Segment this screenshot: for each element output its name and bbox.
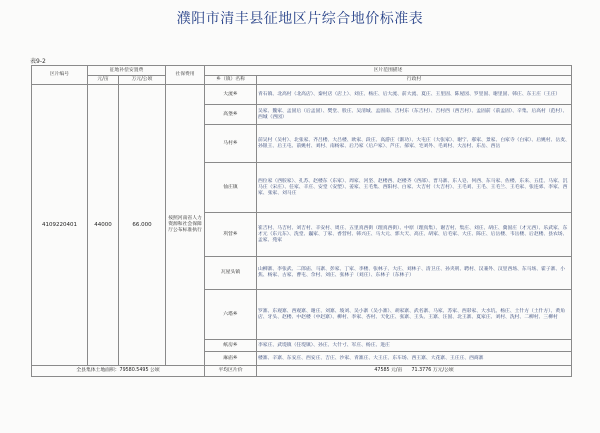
village-list: 吴家、魏家、孟固后（后孟固）、樊堂、股庄、吴清城、孟固南、吉村东（东吉村）、吉村西（西吉村）、孟固前（前孟固）、辛集、后高村（范村）、西城（西园） <box>257 105 572 125</box>
table-row <box>32 85 572 105</box>
town-name: 马村乡 <box>205 125 257 163</box>
village-list: 青石镇、北高村（北高店）、秦村店（店上）、刘庄、杨庄、后大流、前大流、夏庄、王里固、陈屋园、罗里固、谢里固、韩庄、东王庄（王庄） <box>257 85 572 105</box>
town-name: 大流乡 <box>205 85 257 105</box>
town-name: 六塔乡 <box>205 290 257 340</box>
table-number: 表9-2 <box>30 58 46 65</box>
header-villages: 行政村 <box>257 76 572 85</box>
zone-code-cell: 4109220401 <box>32 85 88 366</box>
town-name: 麻庙乡 <box>205 352 257 366</box>
village-list: 罗寨、东观寨、西观寨、谢庄、刘寨、坡刘、吴小寨（吴小寨）、胡家寨、武名寨、马家、苏家、西彩家、大水坑、杨庄、土什方（土什方）、黄角店、牙头、赵楼、中赵楼（中赵寨）、柳村、李家、杏村、天化庄、张寨、王头、王寨、汪固、北王寨、夏家庄、刘村、洗村、二柳村、三柳村 <box>257 290 572 340</box>
village-list: 楼寨、辛寨、东安庄、西安庄、吉庄、沙家、青寨庄、大王庄、东车场、西王寨、大花寨、王庄庄、西商寨 <box>257 352 572 366</box>
village-list: 前吴村（吴村）、北张家、齐吕楼、大吕楼、欧家、段庄、高游庄（渐功）、大屯庄（大张家）、谢宁、郝家、景家、白家寺（白家）、后姚村、岳麦、孙银王、后王屯、前姚村、刘村、南杨家、后乃家（后户家）、芦庄、郝家、宅刘外、毛刘村、大岳村、东岳、西岳 <box>257 125 572 163</box>
header-row-2 <box>32 76 572 85</box>
village-list: 西位家（西胶家）、孔苏、赵楼东（东家）、周家、河坚、赵楼西、赵楼齐（西部）、晋马寨、东人皂、何西、东马家、佐楼、东来、五佳、马家、沉马庄（宋庄）、任家、辛庄、安堂（安塑）、姜家、王毛集、西阳村、白家、大吉村（大吉村）、王毛刘、王毛、王毛兰、王毛家、张连郊、李家、西家、张家、刘马庄 <box>257 163 572 213</box>
village-list: 山柳寨、李张武、二郎庙、马寨、彭家、丁家、李楼、张林子、大庄、刘林子、清卫庄、孙夹刑、聘村、汉兼外、汉里西场、东马场、霍子寨、小焦、杨家、古家、曹屯、佘村、刘庄、张林子（刘庄）、东林子（东林子） <box>257 257 572 290</box>
price-standard-table <box>31 65 572 377</box>
total-area-label: 全县集体土地面积：79580.5495 公顷 <box>32 366 205 377</box>
header-row-1 <box>32 66 572 76</box>
header-social-security: 社保费用 <box>166 66 205 85</box>
wan-per-ha-cell: 66.000 <box>119 85 166 366</box>
header-unit-yuan-mu: 元/亩 <box>88 76 119 85</box>
avg-price-wan: 71.3776 万元/公顷 <box>411 368 454 373</box>
footer-row <box>32 366 572 377</box>
header-unit-wan-ha: 万元/公顷 <box>119 76 166 85</box>
avg-price-label: 平均区片价 <box>205 366 257 377</box>
page-title: 濮阳市清丰县征地区片综合地价标准表 <box>176 11 424 27</box>
town-name: 仙庄镇 <box>205 163 257 213</box>
header-zone-scope: 区片范围描述 <box>205 66 572 76</box>
village-list: 崔吉村、马吉村、刘吉村、辛安村、周庄、五里真西街（理真西街）、中原（理真集）、谢吉村、集庄、刘庄、胡庄、冀固庄（才元西）、乐武家、东才元（东元东）、洗堂、巍家、丁家、香营村、韩兴庄、马大元、郭大天、高庄、胡家、后毛家、大庄、陈庄、后岳楼、韦岳楼、后赵楼、县农场、孟家、苑家 <box>257 213 572 257</box>
town-name: 巩营乡 <box>205 213 257 257</box>
avg-price-values <box>257 366 572 377</box>
town-name: 纸房乡 <box>205 340 257 352</box>
social-security-cell: 按照河南省人力资源和社会保障厅公布标准执行 <box>166 85 205 366</box>
town-name: 瓦屋头镇 <box>205 257 257 290</box>
yuan-per-mu-cell: 44000 <box>88 85 119 366</box>
header-town: 乡（镇）名称 <box>205 76 257 85</box>
town-name: 高堡乡 <box>205 105 257 125</box>
header-land-comp: 征地补偿安置费 <box>88 66 166 76</box>
village-list: 李家庄、武堤镇（任堤镇）、孙庄、大什寸、军庄、杨庄、进庄 <box>257 340 572 352</box>
avg-price-yuan: 47585 元/亩 <box>374 368 403 373</box>
header-zone-code: 区片编号 <box>32 66 88 85</box>
